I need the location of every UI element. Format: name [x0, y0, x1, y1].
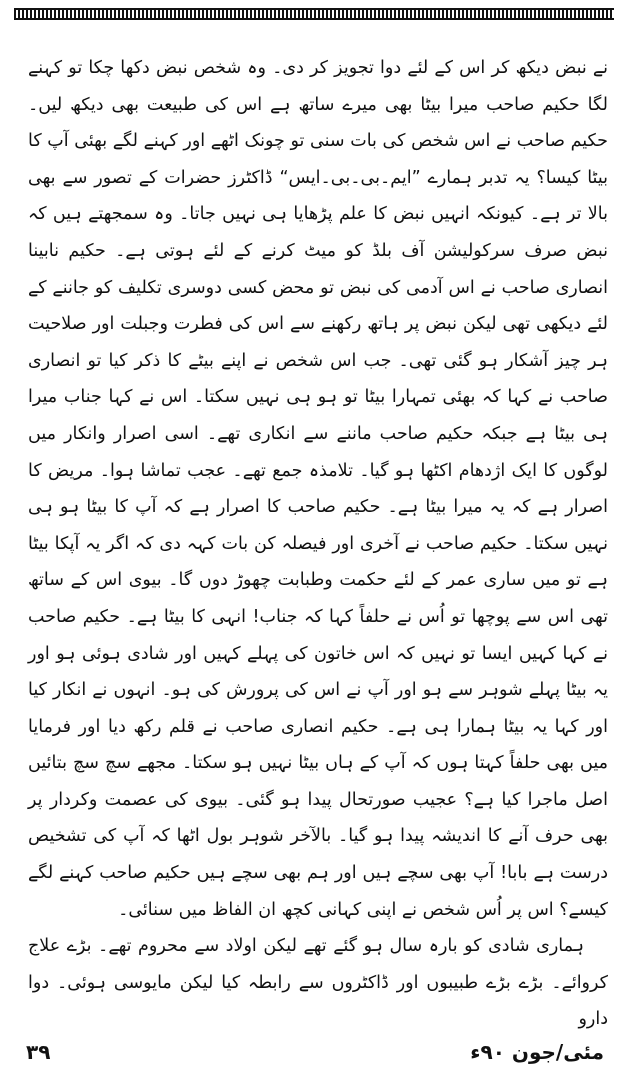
page-number: ۳۹ [26, 1040, 51, 1064]
article-body [28, 50, 608, 1038]
paragraph: نے نبض دیکھ کر اس کے لئے دوا تجویز کر دی۔ وہ شخص نبض دکھا چکا تو کہنے لگا حکیم صاحب میرا بیٹا بھی میرے ساتھ ہے اس کی طبیعت بھی دیکھ لیں۔ حکیم صاحب نے اس شخص کی بات سنی تو چونک اٹھے اور کہنے لگے بھئی آپ کا بیٹا کیسا؟ یہ تدبر ہمارے ”ایم۔بی۔بی۔ایس“ ڈاکٹرز حضرات کے تصور سے بھی بالا تر ہے۔ کیونکہ انہیں نبض کا علم پڑھایا ہی نہیں جاتا۔ وہ سمجھتے ہیں کہ نبض صرف سرکولیشن آف بلڈ کو میٹ کرنے کے لئے ہوتی ہے۔ حکیم نابینا انصاری صاحب نے اس آدمی کی نبض تو محض کسی دوسری تکلیف کو جاننے کے لئے دیکھی تھی لیکن نبض پر ہاتھ رکھنے سے اس کی فطرت وجبلت اور صلاحیت ہر چیز آشکار ہو گئی تھی۔ جب اس شخص نے اپنے بیٹے کا ذکر کیا تو انصاری صاحب نے کہا کہ بھئی تمہارا بیٹا تو ہو ہی نہیں سکتا۔ اس نے کہا جناب میرا ہی بیٹا ہے جبکہ حکیم صاحب ماننے سے انکاری تھے۔ اسی اصرار وانکار میں لوگوں کا ایک اژدھام اکٹھا ہو گیا۔ تلامذہ جمع تھے۔ عجب تماشا ہوا۔ مریض کا اصرار ہے کہ یہ میرا بیٹا ہے۔ حکیم صاحب کا اصرار ہے کہ آپ کا بیٹا ہو ہی نہیں سکتا۔ حکیم صاحب نے آخری اور فیصلہ کن بات کہہ دی کہ اگر یہ آپکا بیٹا ہے تو میں ساری عمر کے لئے حکمت وطبابت چھوڑ دوں گا۔ بیوی اس کے ساتھ تھی اس سے پوچھا تو اُس نے حلفاً کہا کہ جناب! انہی کا بیٹا ہے۔ حکیم صاحب نے کہا کہیں ایسا تو نہیں کہ اس خاتون کی پہلے کہیں اور شادی ہوئی ہو اور یہ بیٹا پہلے شوہر سے ہو اور آپ نے اس کی پرورش کی ہو۔ انہوں نے انکار کیا اور کہا یہ بیٹا ہمارا ہی ہے۔ حکیم انصاری صاحب نے قلم رکھ دیا اور فرمایا میں بھی حلفاً کہتا ہوں کہ آپ کے ہاں بیٹا نہیں ہو سکتا۔ مجھے سچ سچ بتائیں اصل ماجرا کیا ہے؟ عجیب صورتحال پیدا ہو گئی۔ بیوی کی عصمت وکردار پر بھی حرف آنے کا اندیشہ پیدا ہو گیا۔ بالآخر شوہر بول اٹھا کہ آپ کی تشخیص درست ہے بابا! آپ بھی سچے ہیں اور ہم بھی سچے ہیں حکیم صاحب کہنے لگے کیسے؟ اس پر اُس شخص نے اپنی کہانی کچھ ان الفاظ میں سنائی۔ [28, 58, 608, 920]
issue-date: مئی/جون ۹۰ء [470, 1040, 604, 1064]
top-border-rule [14, 8, 614, 20]
page-footer [0, 1040, 630, 1076]
paragraph: ہماری شادی کو بارہ سال ہو گئے تھے لیکن اولاد سے محروم تھے۔ بڑے علاج کروائے۔ بڑے بڑے طبیبوں اور ڈاکٹروں سے رابطہ کیا لیکن مایوسی ہوئی۔ دوا دارو [28, 936, 608, 1030]
